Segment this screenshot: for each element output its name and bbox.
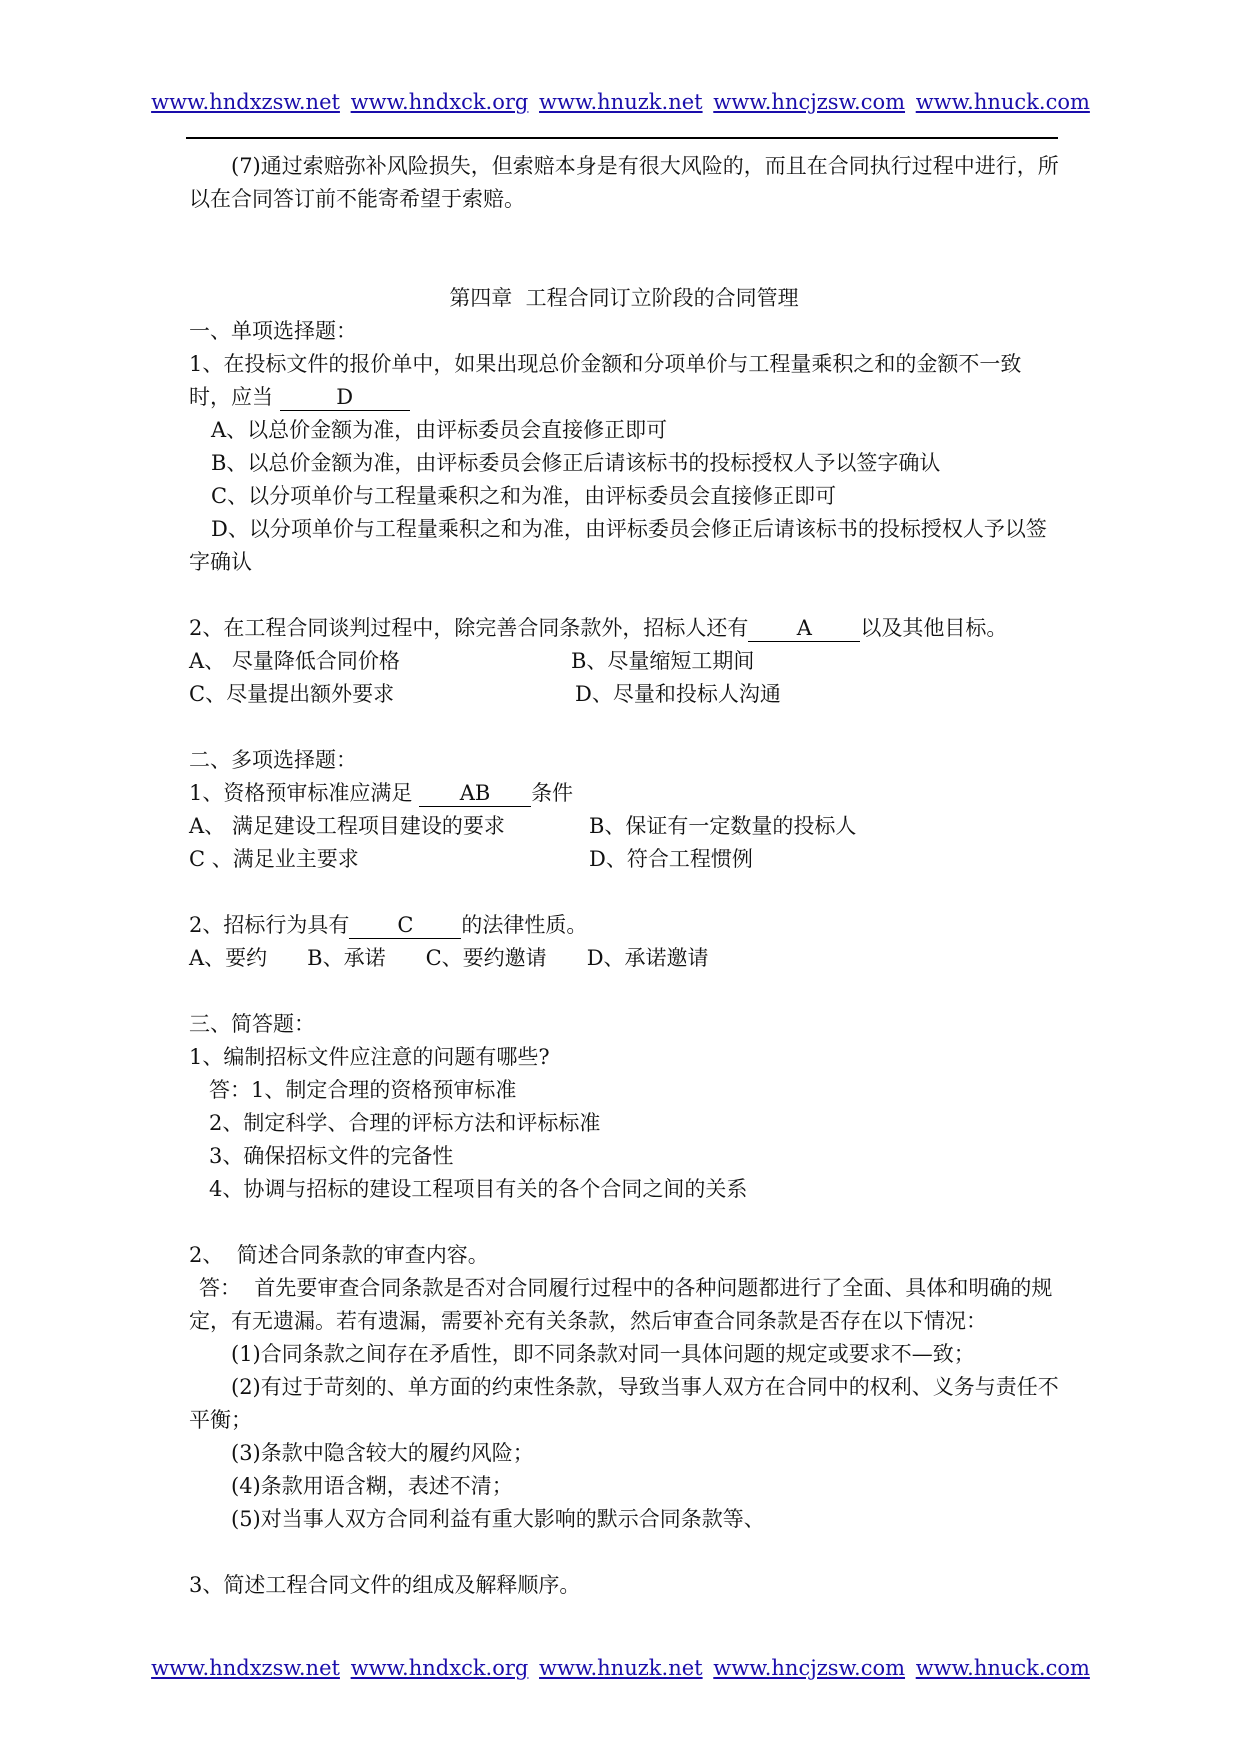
question-text-post: 条件 [531,781,574,805]
option-b: B、保证有一定数量的投标人 [589,814,857,838]
header-rule [186,137,1058,139]
footer-link-4[interactable]: www.hncjzsw.com [713,1656,906,1680]
option-c: C、以分项单价与工程量乘积之和为准，由评标委员会直接修正即可 [211,484,837,508]
question-text [189,381,1059,414]
section-heading-single-choice: 一、单项选择题： [189,319,357,343]
footer-link-2[interactable]: www.hndxck.org [350,1656,529,1680]
answer-item: (2)有过于苛刻的、单方面的约束性条款，导致当事人双方在合同中的权利、义务与责任不平衡； [189,1375,1059,1432]
options-row [189,678,1059,711]
header-links [0,90,1241,114]
option-c: C、尽量提出额外要求 [189,682,395,706]
answer-item: (4)条款用语含糊，表述不清； [231,1474,513,1498]
option-d: D、以分项单价与工程量乘积之和为准，由评标委员会修正后请该标书的投标授权人予以签字确认 [189,517,1047,574]
document-body [189,150,1059,1602]
answer-item: (5)对当事人双方合同利益有重大影响的默示合同条款等、 [231,1507,765,1531]
option-d: D、符合工程惯例 [589,847,753,871]
answer-blank: D [280,384,410,411]
answer-line: 答：1、制定合理的资格预审标准 [209,1078,517,1102]
answer-blank: A [748,615,860,642]
option-d: D、尽量和投标人沟通 [575,682,781,706]
answer-paragraph: 答： 首先要审查合同条款是否对合同履行过程中的各种问题都进行了全面、具体和明确的规定，有无遗漏。若有遗漏，需要补充有关条款，然后审查合同条款是否存在以下情况： [189,1276,1053,1333]
footer-links [0,1656,1241,1680]
answer-line: 2、制定科学、合理的评标方法和评标标准 [209,1111,601,1135]
intro-paragraph: (7)通过索赔弥补风险损失，但索赔本身是有很大风险的，而且在合同执行过程中进行，所以在合同答订前不能寄希望于索赔。 [189,154,1059,211]
header-link-3[interactable]: www.hnuzk.net [539,90,703,114]
header-link-4[interactable]: www.hncjzsw.com [713,90,906,114]
section-heading-multiple-choice: 二、多项选择题： [189,748,357,772]
option-b: B、承诺 [307,946,386,970]
question-text-pre: 1、资格预审标准应满足 [189,781,413,805]
answer-item: (3)条款中隐含较大的履约风险； [231,1441,534,1465]
question-text-pre: 时，应当 [189,385,273,409]
answer-line: 3、确保招标文件的完备性 [209,1144,454,1168]
chapter-title: 第四章 工程合同订立阶段的合同管理 [449,286,799,310]
question-text: 1、在投标文件的报价单中，如果出现总价金额和分项单价与工程量乘积之和的金额不一致 [189,352,1022,376]
answer-blank: AB [419,780,531,807]
options-row [189,942,1059,975]
question-text-pre: 2、招标行为具有 [189,913,350,937]
section-heading-short-answer: 三、简答题： [189,1012,315,1036]
option-c: C、要约邀请 [425,946,547,970]
footer-link-1[interactable]: www.hndxzsw.net [151,1656,340,1680]
option-b: B、尽量缩短工期间 [571,649,755,673]
options-row [189,843,1059,876]
question-text [189,612,1059,645]
option-a: A、 尽量降低合同价格 [189,649,400,673]
footer-link-3[interactable]: www.hnuzk.net [539,1656,703,1680]
option-b: B、以总价金额为准，由评标委员会修正后请该标书的投标授权人予以签字确认 [211,451,941,475]
option-a: A、 满足建设工程项目建设的要求 [189,814,505,838]
options-row [189,810,1059,843]
question-text: 2、 简述合同条款的审查内容。 [189,1243,489,1267]
footer-link-5[interactable]: www.hnuck.com [915,1656,1090,1680]
option-c: C 、满足业主要求 [189,847,359,871]
question-text-pre: 2、在工程合同谈判过程中，除完善合同条款外，招标人还有 [189,616,749,640]
answer-item: (1)合同条款之间存在矛盾性，即不同条款对同一具体问题的规定或要求不—致； [231,1342,975,1366]
options-row [189,645,1059,678]
question-text-post: 以及其他目标。 [860,616,1008,640]
header-link-1[interactable]: www.hndxzsw.net [151,90,340,114]
question-text: 1、编制招标文件应注意的问题有哪些? [189,1045,550,1069]
answer-blank: C [349,912,461,939]
header-link-5[interactable]: www.hnuck.com [915,90,1090,114]
header-link-2[interactable]: www.hndxck.org [350,90,529,114]
question-text: 3、简述工程合同文件的组成及解释顺序。 [189,1573,581,1597]
question-text [189,777,1059,810]
question-text-post: 的法律性质。 [461,913,588,937]
option-a: A、以总价金额为准，由评标委员会直接修正即可 [211,418,668,442]
option-d: D、承诺邀请 [586,946,709,970]
question-text [189,909,1059,942]
option-a: A、要约 [189,946,268,970]
answer-line: 4、协调与招标的建设工程项目有关的各个合同之间的关系 [209,1177,748,1201]
